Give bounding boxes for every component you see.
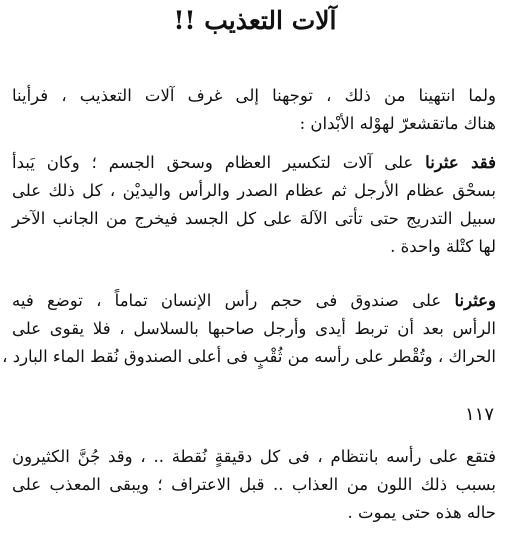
paragraph-3-line-2: الرأس بعد أن تربط أيدى وأرجل صاحبها بالسلاسل ، فلا يقوى على [12, 319, 496, 338]
paragraph-2-line-3: سبيل التدريج حتى تأتى الآلة على كل الجسد فيخرج من الجانب الآخر [12, 209, 496, 228]
paragraph-2-line-2: بسحْق عظام الأرجل ثم عظام الصدر والرأس واليديْن ، كل ذلك على [12, 181, 496, 200]
paragraph-3-line-1 [12, 288, 496, 314]
continuation-line-3: حاله هذه حتى يموت . [347, 503, 496, 522]
paragraph-2-line-1 [12, 150, 496, 176]
page-number: ١١٧ [464, 404, 494, 425]
paragraph-3-lead: وعثرنا [454, 291, 496, 310]
paragraph-1-line-2: هناك ماتقشعرّ لهوْله الأبْدان : [299, 114, 496, 133]
paragraph-3-line-3: الحراك ، وتُقْطر على رأسه من ثُقْبٍ فى أعلى الصندوق نُقط الماء البارد ، [2, 347, 496, 366]
paragraph-2-line-4: لها كتْلة واحدة . [390, 237, 496, 256]
paragraph-2-lead: فقد عثرنا [425, 153, 497, 172]
continuation-line-1: فتقع على رأسه بانتظام ، فى كل دقيقةٍ نُقطة .. ، وقد جُنَّ الكثيرون [12, 447, 496, 466]
continuation-line-2: بسبب ذلك اللون من العذاب .. قبل الاعتراف ؛ ويبقى المعذب على [12, 475, 496, 494]
paragraph-2-line-1-text: على آلات لتكسير العظام وسحق الجسم ؛ وكان يَبدأ [12, 153, 414, 172]
paragraph-3-line-1-text: على صندوق فى حجم رأس الإنسان تماماً ، توضع فيه [12, 291, 442, 310]
page-title: آلات التعذيب !! [173, 6, 337, 35]
paragraph-1-line-1: ولما انتهينا من ذلك ، توجهنا إلى غرف آلات التعذيب ، فرأينا [12, 86, 496, 105]
